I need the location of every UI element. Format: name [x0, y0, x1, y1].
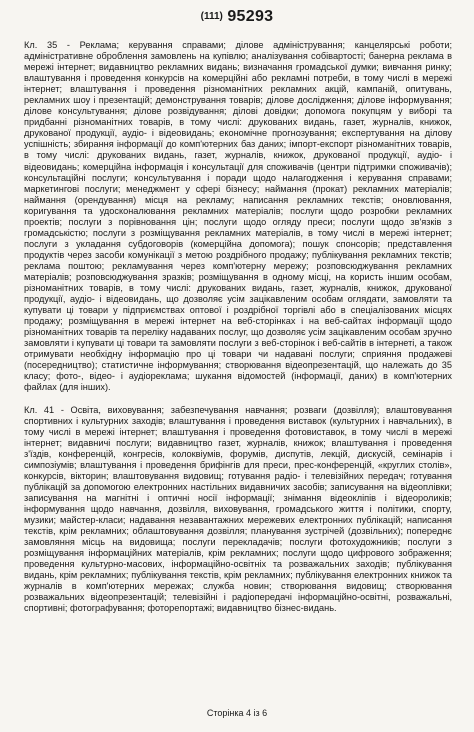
class-35-paragraph: Кл. 35 - Реклама; керування справами; ділове адміністрування; канцелярські роботи; адміністративне оброблення замовлень на купівлю; аналізування собівартості; банерна реклама в мережі інтернет; видавництво рекламних видань; визначання громадської думки; вивчання ринку; влаштування і проведення конкурсів на комерційні або рекламні потреби, в тому числі в мережі інтернет; влаштування і проведення різноманітних рекламних акцій, кампаній, опитувань, рекламних шоу і презентацій; демонстрування товарів; ділове дослідження; ділове інформування; ділове консультування; ділове розвідування; ділові довідки; допомога покупцям у виборі та придбанні різноманітних товарів, в тому числі: друкованих видань, газет, журналів, книжок, друкованої продукції, аудіо- і відеовидань; економічне прогнозування; експертування на ділову успішність; збирання інформації до комп'ютерних баз даних; імпорт-експорт різноманітних товарів, в тому числі: друкованих видань, газет, журналів, книжок, друкованої продукції, аудіо- і відеовидань; комерційна інформація і консультації для споживачів (центри підтримки споживачів); консультаційні послуги; консультування і поради щодо налагодження і керування справами; маркетингові послуги; менеджмент у сфері бізнесу; наймання (прокат) рекламних матеріалів; наймання (орендування) місця на рекламу; написання рекламних текстів; оновлювання, коригування та удосконалювання рекламних матеріалів; послуги щодо розробки рекламних проектів; послуги з порівновання цін; послуги щодо огляду преси; послуги щодо зв'язків з громадськістю; послуги з розміщування рекламних матеріалів, в тому числі в мережі інтернет; послуги з укладання субдоговорів (комерційна допомога); пошук спонсорів; представлення продуктів через засоби комунікації з метою роздрібного продажу; публікування рекламних текстів; реклама поштою; рекламування через комп'ютерну мережу; розповсюджування рекламних матеріалів; розповсюджування зразків; розміщування в одному місці, на користь іншим особам, різноманітних товарів, в тому числі: друкованих видань, газет, журналів, книжок, друкованої продукції, аудіо- і відеовидань, що дозволяє усім зацікавленим особам оглядати, замовляти та купувати ці товари у підприємствах оптової і роздрібної торгівлі або в спеціалізованих місцях продажу; розміщування в мережі інтернет на веб-сторінках і на веб-сайтах інформації щодо різноманітних товарів та переліку надаваних послуг, що дозволяє усім зацікавленим особам зручно замовляти і купувати ці товари та замовляти послуги з веб-сторінок і веб-сайтів в інтернеті, а також отримувати необхідну інформацію про ці товари чи надавані послуги; сприяння продажеві (посередництво); статистичне інформування; створювання відеопрезентацій, що належать до 35 класу; фото-, відео- і аудіореклама; шукання відомостей (інформації, даних) в комп'ютерних файлах (для інших).	[24, 40, 452, 393]
registration-number: 95293	[227, 8, 274, 25]
page-number: Сторінка 4 із 6	[206, 708, 268, 718]
registration-code: (111)	[200, 11, 223, 22]
document-body	[24, 40, 452, 614]
document-header	[0, 8, 474, 26]
class-41-paragraph: Кл. 41 - Освіта, виховування; забезпечування навчання; розваги (дозвілля); влаштовування спортивних і культурних заходів; влаштування і проведення виставок (культурних і навчальних), в тому числі в мережі інтернет; влаштування і проведення фотовиставок, в тому числі в мережі інтернет; видавничі послуги; видавництво газет, журналів, книжок; влаштування і проведення з'їздів, конференцій, конгресів, колоквіумів, форумів, диспутів, лекцій, дискусій, семінарів і симпозіумів; влаштування і проведення брифінгів для преси, прес-конференцій, «круглих столів», конкурсів, вікторин; влаштовування видовищ; готування радіо- і телевізійних передач; готування публікацій за допомогою електронних настільних видавничих засобів; записування на відеоплівки; записування на магнітні і оптичні носії інформації; знімання відеокліпів і відеороликів; інформування щодо навчання, дозвілля, виховування, громадського життя і політики, спорту, музики; майстер-класи; надавання незавантажних мережевих електронних публікацій; написання текстів, крім рекламних; облаштовування дозвілля; планування зустрічей (дозвільних); попереднє замовляння місць на видовища; послуги перекладачів; послуги фотохудожників; послуги з розміщування інформаційних матеріалів, крім рекламних; послуги щодо цифрового зображення; проведення культурно-масових, інформаційно-освітніх та розважальних заходів; публікування видань, крім рекламних; публікування текстів, крім рекламних; публікування електронних книжок та журналів в комп'ютерних мережах; служба новин; створювання видовищ; створювання розважальних відеопрезентацій; телевізійні і радіопередачі інформаційно-освітні, розважальні, спортивні; фотографування; фоторепортажі; видавництво бізнес-видань.	[24, 404, 452, 614]
